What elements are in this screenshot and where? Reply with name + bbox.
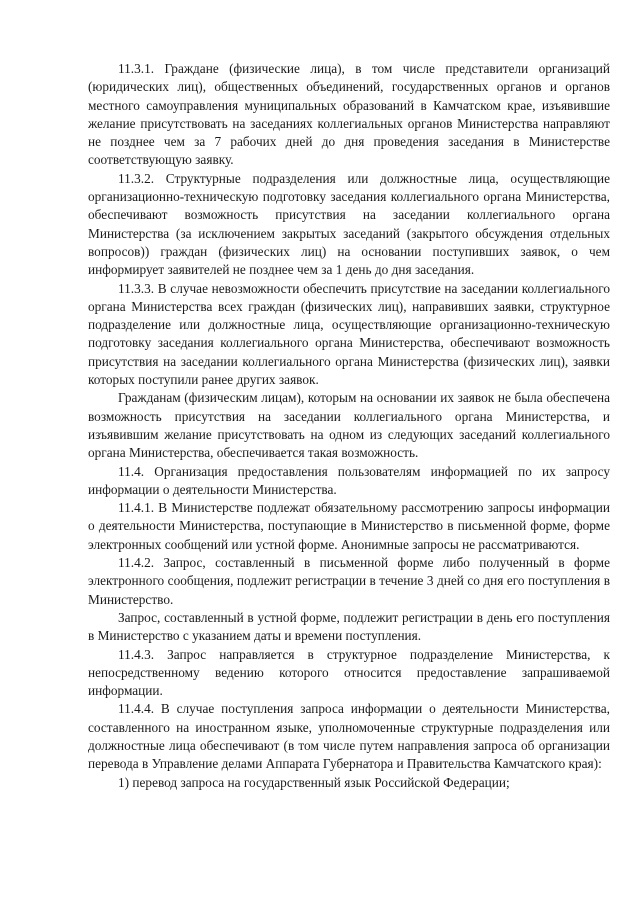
paragraph-11-4: 11.4. Организация предоставления пользователям информацией по их запросу информации о деятельности Министерства. <box>88 463 610 497</box>
paragraph-11-4-3: 11.4.3. Запрос направляется в структурное подразделение Министерства, к непосредственному ведению которого относится предоставление запрашиваемой информации. <box>88 646 610 699</box>
list-item-1: 1) перевод запроса на государственный язык Российской Федерации; <box>118 774 510 790</box>
paragraph-oral-request: Запрос, составленный в устной форме, подлежит регистрации в день его поступления в Министерство с указанием даты и времени поступления. <box>88 609 610 644</box>
paragraph-11-3-3: 11.3.3. В случае невозможности обеспечить присутствие на заседании коллегиального органа Министерства всех граждан (физических лиц), направивших заявки, структурное подразделение или должностные лица, осуществляющие организационно-техническую подготовку заседания коллегиального органа Министерства, обеспечивают возможность присутствия на заседании коллегиального органа Министерства (физических лиц), заявки которых поступили ранее других заявок. <box>88 280 610 388</box>
paragraph-11-3-1: 11.3.1. Граждане (физические лица), в том числе представители организаций (юридических лиц), общественных объединений, государственных органов и органов местного самоуправления муниципальных образований в Камчатском крае, изъявившие желание присутствовать на заседаниях коллегиальных органов Министерства направляют не позднее чем за 7 рабочих дней до дня проведения заседания в Министерстве соответствующую заявку. <box>88 61 610 168</box>
paragraph-11-4-2: 11.4.2. Запрос, составленный в письменной форме либо полученный в форме электронного сообщения, подлежит регистрации в течение 3 дней со дня его поступления в Министерство. <box>88 555 610 607</box>
paragraph-11-4-4: 11.4.4. В случае поступления запроса информации о деятельности Министерства, составленного на иностранном языке, уполномоченные структурные подразделения или должностные лица обеспечивают (в том числе путем направления запроса об организации перевода в Управление делами Аппарата Губернатора и Правительства Камчатского края): <box>88 701 610 772</box>
paragraph-citizens-not-admitted: Гражданам (физическим лицам), которым на основании их заявок не была обеспечена возможность присутствия на заседании коллегиального органа Министерства, и изъявившим желание присутствовать на одном из следующих заседаний коллегиального органа Министерства, обеспечивается такая возможность. <box>88 390 610 461</box>
paragraph-11-3-2: 11.3.2. Структурные подразделения или должностные лица, осуществляющие организационно-техническую подготовку заседания коллегиального органа Министерства, обеспечивают возможность присутствия на заседании коллегиального органа Министерства (за исключением закрытых заседаний (закрытого обсуждения отдельных вопросов)) граждан (физических лиц) на основании поступивших заявок, о чем информирует заявителей не позднее чем за 1 день до дня заседания. <box>88 170 610 278</box>
document-body <box>88 60 610 792</box>
paragraph-11-4-1: 11.4.1. В Министерстве подлежат обязательному рассмотрению запросы информации о деятельности Министерства, поступающие в Министерство в письменной форме, форме электронных сообщений или устной форме. Анонимные запросы не рассматриваются. <box>88 500 610 552</box>
